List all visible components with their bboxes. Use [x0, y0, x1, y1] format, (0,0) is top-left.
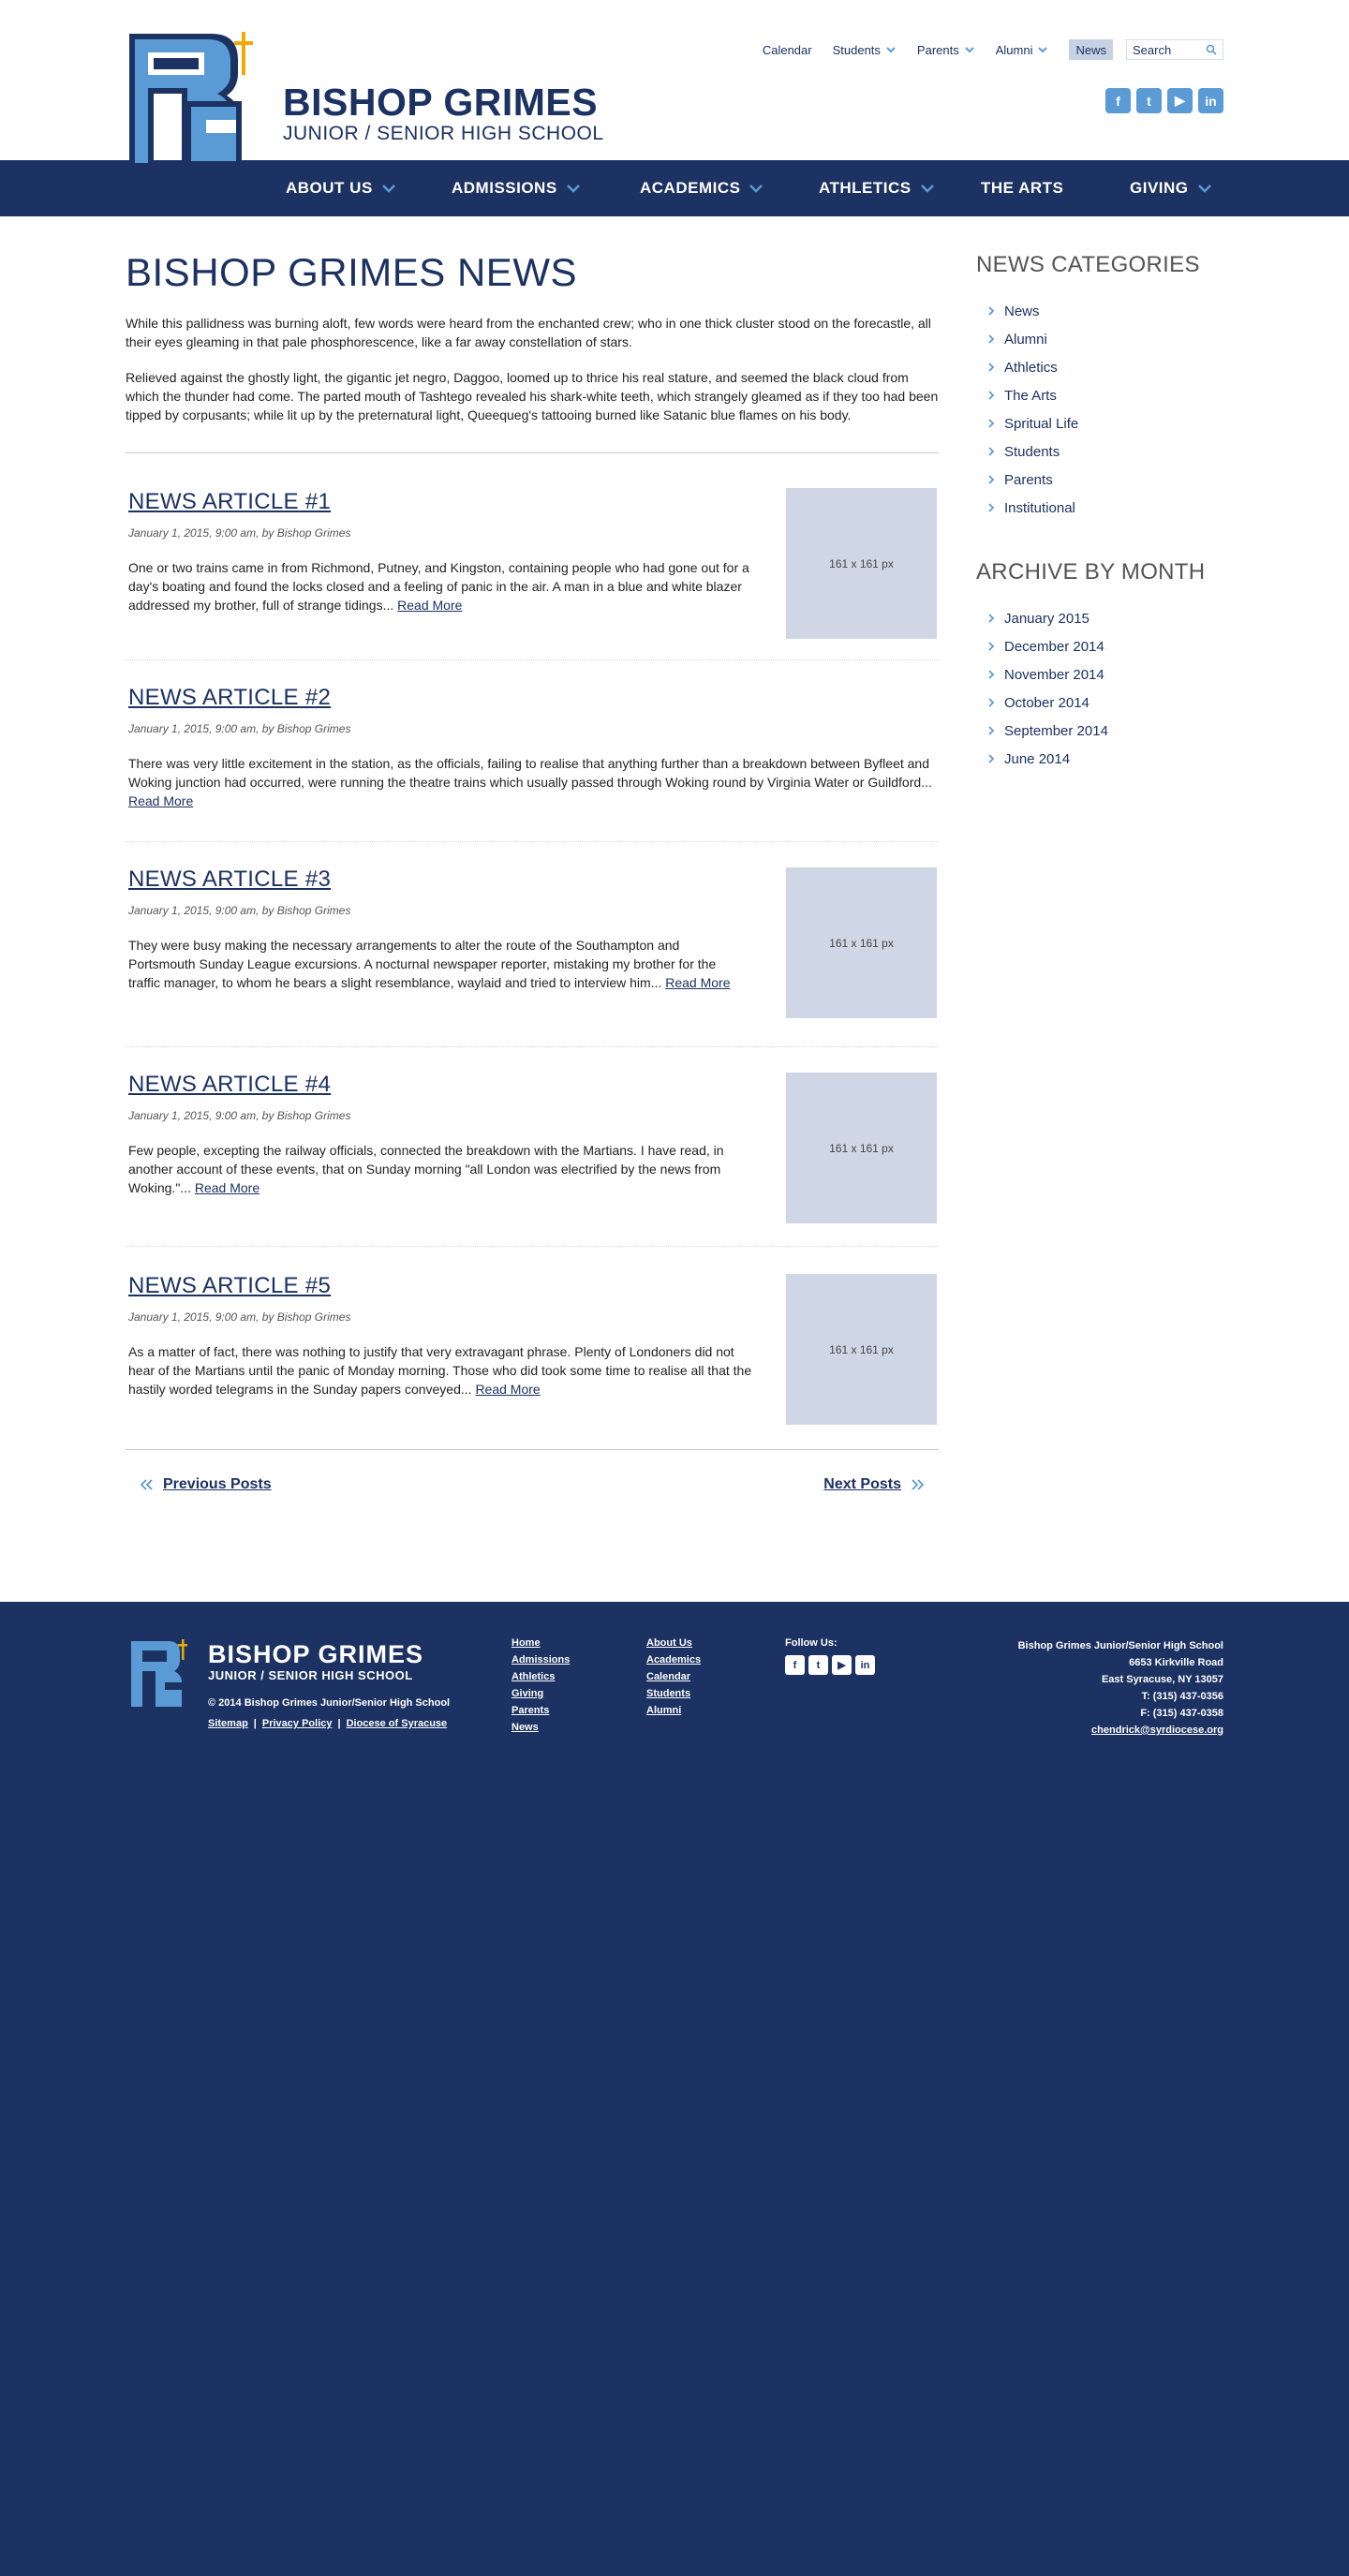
- privacy-policy-link[interactable]: Privacy Policy: [261, 1718, 333, 1729]
- category-label: Parents: [1004, 471, 1053, 488]
- page-title: BISHOP GRIMES NEWS: [126, 250, 577, 294]
- main-nav-athletics[interactable]: [819, 160, 935, 216]
- util-nav-label: Calendar: [762, 42, 812, 57]
- chevron-down-icon: [920, 181, 935, 196]
- footer-link[interactable]: Alumni: [646, 1705, 682, 1716]
- chevron-right-icon: [986, 474, 997, 485]
- footer-link[interactable]: Academics: [646, 1654, 702, 1666]
- read-more-link[interactable]: Read More: [397, 598, 463, 613]
- footer-subtitle: JUNIOR / SENIOR HIGH SCHOOL: [208, 1668, 413, 1682]
- category-label: Students: [1004, 443, 1060, 460]
- chevron-right-icon: [986, 641, 997, 652]
- archive-list: [976, 604, 1223, 773]
- chevron-right-icon: [986, 697, 997, 708]
- main-nav-label: ADMISSIONS: [452, 179, 557, 197]
- footer-social-links: [785, 1655, 879, 1675]
- article-meta: January 1, 2015, 9:00 am, by Bishop Grimes: [128, 1109, 351, 1122]
- footer-link[interactable]: News: [511, 1722, 539, 1733]
- chevron-right-icon: [986, 753, 997, 764]
- footer-link[interactable]: Giving: [511, 1688, 544, 1699]
- chevron-down-icon: [381, 181, 396, 196]
- archive-item[interactable]: [976, 660, 1223, 688]
- footer-link[interactable]: Admissions: [511, 1654, 571, 1666]
- category-item[interactable]: [976, 466, 1223, 494]
- chevron-right-icon: [986, 418, 997, 429]
- category-item[interactable]: [976, 381, 1223, 409]
- double-chevron-left-icon: [139, 1478, 154, 1491]
- chevron-right-icon: [986, 390, 997, 401]
- footer-link[interactable]: Calendar: [646, 1671, 691, 1682]
- chevron-down-icon: [1037, 44, 1048, 55]
- main-nav-academics[interactable]: [640, 160, 763, 216]
- twitter-icon[interactable]: t: [1136, 88, 1162, 113]
- util-nav-label: Parents: [916, 42, 959, 57]
- thumbnail-label: 161 x 161 px: [829, 936, 894, 950]
- util-nav-students[interactable]: [833, 39, 897, 60]
- util-nav-label: News: [1075, 42, 1106, 57]
- archive-heading: ARCHIVE BY MONTH: [976, 559, 1206, 585]
- read-more-link[interactable]: Read More: [128, 793, 194, 808]
- archive-label: June 2014: [1004, 750, 1071, 767]
- main-nav-label: ACADEMICS: [640, 179, 741, 197]
- footer-title: BISHOP GRIMES: [208, 1640, 424, 1668]
- article-meta: January 1, 2015, 9:00 am, by Bishop Grimes: [128, 526, 351, 540]
- intro-text: [126, 314, 939, 424]
- footer-link[interactable]: Home: [511, 1637, 541, 1649]
- pagination: [126, 1449, 939, 1533]
- phone: T: (315) 437-0356: [1141, 1691, 1223, 1702]
- chevron-down-icon: [885, 44, 897, 55]
- chevron-down-icon: [964, 44, 975, 55]
- article-title[interactable]: NEWS ARTICLE #1: [128, 489, 332, 514]
- category-label: Spritual Life: [1004, 415, 1079, 432]
- double-chevron-right-icon: [911, 1478, 926, 1491]
- article-card: [126, 1247, 939, 1449]
- category-item[interactable]: [976, 353, 1223, 381]
- linkedin-icon[interactable]: in: [855, 1655, 875, 1675]
- article-thumbnail[interactable]: [786, 867, 937, 1018]
- previous-posts-label: Previous Posts: [163, 1476, 272, 1492]
- article-excerpt: [128, 1141, 747, 1197]
- diocese-link[interactable]: Diocese of Syracuse: [346, 1718, 448, 1729]
- sitemap-link[interactable]: Sitemap: [208, 1718, 248, 1729]
- school-logo-icon[interactable]: [126, 28, 262, 174]
- article-title[interactable]: NEWS ARTICLE #5: [128, 1273, 332, 1298]
- archive-item[interactable]: [976, 745, 1223, 773]
- footer-logo-icon[interactable]: [129, 1639, 191, 1709]
- footer-link[interactable]: About Us: [646, 1637, 692, 1649]
- read-more-link[interactable]: Read More: [194, 1180, 260, 1195]
- chevron-right-icon: [986, 613, 997, 624]
- archive-label: September 2014: [1004, 722, 1108, 739]
- main-nav-admissions[interactable]: [452, 160, 581, 216]
- thumbnail-label: 161 x 161 px: [829, 1141, 894, 1155]
- main-nav-label: ABOUT US: [286, 179, 373, 197]
- article-card: [126, 660, 939, 842]
- category-label: Institutional: [1004, 499, 1075, 516]
- email-link[interactable]: chendrick@syrdiocese.org: [1091, 1725, 1223, 1736]
- category-item[interactable]: [976, 494, 1223, 522]
- read-more-link[interactable]: Read More: [475, 1382, 541, 1397]
- article-card: [126, 453, 939, 660]
- util-nav-parents[interactable]: [917, 39, 975, 60]
- article-excerpt: [128, 1342, 756, 1399]
- news-categories-heading: NEWS CATEGORIES: [976, 252, 1200, 277]
- address-line: 6653 Kirkville Road: [1129, 1657, 1223, 1668]
- chevron-right-icon: [986, 333, 997, 345]
- article-title[interactable]: NEWS ARTICLE #2: [128, 685, 332, 710]
- chevron-right-icon: [986, 305, 997, 317]
- footer-link[interactable]: Students: [646, 1688, 691, 1699]
- address-line: East Syracuse, NY 13057: [1101, 1674, 1223, 1685]
- next-posts-label: Next Posts: [823, 1476, 901, 1492]
- chevron-right-icon: [986, 669, 997, 680]
- archive-label: January 2015: [1004, 610, 1090, 627]
- article-excerpt-text: They were busy making the necessary arrangements to alter the route of the Southampton and Portsmouth Sunday League excursions. A nocturnal newspaper reporter, mistaking my brother for the traffic manager, to whom he bears a slight resemblance, waylaid and tried to interview him...: [128, 938, 717, 990]
- article-thumbnail[interactable]: [786, 1073, 937, 1223]
- util-nav-label: Students: [832, 42, 881, 57]
- footer-link[interactable]: Athletics: [511, 1671, 556, 1682]
- logo-subtitle: JUNIOR / SENIOR HIGH SCHOOL: [283, 123, 604, 144]
- intro-paragraph: While this pallidness was burning aloft, few words were heard from the enchanted crew; who in one thick cluster stood on the forecastle, all their eyes gleaming in that pale phosphorescence, like a far away constellation of stars.: [126, 316, 931, 349]
- category-label: Alumni: [1004, 331, 1047, 348]
- article-excerpt-text: Few people, excepting the railway officials, connected the breakdown with the Martians. I have read, in another account of these events, that on Sunday morning "all London was electrified by the news from Woking."...: [128, 1143, 724, 1195]
- category-label: Athletics: [1004, 359, 1058, 376]
- article-title[interactable]: NEWS ARTICLE #4: [128, 1072, 332, 1097]
- main-nav-label: ATHLETICS: [819, 179, 912, 197]
- intro-paragraph: Relieved against the ghostly light, the gigantic jet negro, Daggoo, loomed up to thrice his real stature, and seemed the black cloud from which the thunder had come. The parted mouth of Tashtego revealed his shark-white teeth, which strangely gleamed as if they too had been tipped by corpusants; while lit up by the preternatural light, Queequeg's tattooing burned like Satanic blue flames on his body.: [126, 370, 939, 422]
- footer-link[interactable]: Parents: [511, 1705, 550, 1716]
- fax: F: (315) 437-0358: [1140, 1708, 1223, 1719]
- next-posts-link[interactable]: [823, 1476, 926, 1493]
- archive-label: December 2014: [1004, 638, 1104, 655]
- category-item[interactable]: [976, 325, 1223, 353]
- search-box: [1126, 39, 1223, 60]
- thumbnail-label: 161 x 161 px: [829, 556, 894, 570]
- main-nav-label: GIVING: [1130, 179, 1189, 197]
- util-nav-label: Alumni: [995, 42, 1033, 57]
- youtube-icon[interactable]: ▶: [1167, 88, 1193, 113]
- category-item[interactable]: [976, 409, 1223, 437]
- footer-legal-links: [208, 1718, 447, 1729]
- chevron-down-icon: [1197, 181, 1212, 196]
- chevron-down-icon: [566, 181, 581, 196]
- archive-label: October 2014: [1004, 694, 1090, 711]
- article-thumbnail[interactable]: [786, 1274, 937, 1425]
- facebook-icon[interactable]: f: [785, 1655, 805, 1675]
- article-title[interactable]: NEWS ARTICLE #3: [128, 866, 332, 892]
- article-excerpt-text: One or two trains came in from Richmond, Putney, and Kingston, containing people who had gone out for a day's boating and found the locks closed and a feeling of panic in the air. A man in a blue and white blazer addressed my brother, full of strange tidings...: [128, 560, 749, 613]
- thumbnail-label: 161 x 161 px: [829, 1342, 894, 1356]
- main-nav-the-arts[interactable]: [981, 160, 1063, 216]
- article-excerpt: [128, 936, 747, 992]
- category-label: News: [1004, 303, 1040, 319]
- search-input[interactable]: [1133, 43, 1198, 57]
- address-line: Bishop Grimes Junior/Senior High School: [1017, 1640, 1223, 1651]
- read-more-link[interactable]: Read More: [665, 975, 731, 990]
- previous-posts-link[interactable]: [139, 1476, 272, 1493]
- chevron-right-icon: [986, 362, 997, 373]
- footer-address: [1018, 1637, 1223, 1739]
- util-nav-news[interactable]: [1069, 39, 1113, 60]
- article-meta: January 1, 2015, 9:00 am, by Bishop Grimes: [128, 722, 351, 735]
- follow-us-label: Follow Us:: [785, 1637, 838, 1649]
- search-icon[interactable]: [1206, 44, 1217, 55]
- article-meta: January 1, 2015, 9:00 am, by Bishop Grimes: [128, 1310, 351, 1324]
- site-footer: [0, 1602, 1349, 2576]
- category-item[interactable]: [976, 437, 1223, 466]
- article-excerpt-text: As a matter of fact, there was nothing to justify that very extravagant phrase. Plenty of Londoners did not hear of the Martians until the panic of Monday morning. Those who did took some time to realise all that the hastily worded telegrams in the Sunday papers conveyed...: [128, 1344, 752, 1397]
- article-thumbnail[interactable]: [786, 488, 937, 639]
- chevron-down-icon: [749, 181, 763, 196]
- article-meta: January 1, 2015, 9:00 am, by Bishop Grimes: [128, 904, 351, 917]
- youtube-icon[interactable]: ▶: [832, 1655, 852, 1675]
- news-categories-list: [976, 297, 1223, 522]
- footer-links-col-1: [511, 1637, 570, 1739]
- logo-text[interactable]: [283, 82, 604, 144]
- chevron-right-icon: [986, 725, 997, 736]
- category-label: The Arts: [1004, 387, 1057, 404]
- article-card: [126, 1047, 939, 1247]
- logo-title: BISHOP GRIMES: [283, 81, 599, 124]
- chevron-right-icon: [986, 446, 997, 457]
- archive-item[interactable]: [976, 688, 1223, 717]
- archive-item[interactable]: [976, 604, 1223, 632]
- separator: |: [253, 1718, 257, 1729]
- main-nav-giving[interactable]: [1130, 160, 1212, 216]
- article-excerpt: [128, 558, 756, 614]
- util-nav-alumni[interactable]: [996, 39, 1049, 60]
- archive-item[interactable]: [976, 632, 1223, 660]
- main-nav-about-us[interactable]: [286, 160, 396, 216]
- archive-label: November 2014: [1004, 666, 1104, 683]
- footer-copyright: © 2014 Bishop Grimes Junior/Senior High School: [208, 1697, 451, 1709]
- chevron-right-icon: [986, 502, 997, 513]
- site-header: [0, 0, 1349, 160]
- util-nav-calendar[interactable]: [763, 39, 812, 60]
- category-item[interactable]: [976, 297, 1223, 325]
- main-content: [126, 216, 939, 1533]
- facebook-icon[interactable]: f: [1105, 88, 1131, 113]
- separator: |: [337, 1718, 341, 1729]
- header-social-links: [1100, 88, 1223, 113]
- linkedin-icon[interactable]: in: [1198, 88, 1223, 113]
- article-excerpt: [128, 754, 934, 810]
- archive-item[interactable]: [976, 717, 1223, 745]
- twitter-icon[interactable]: t: [808, 1655, 828, 1675]
- main-nav-label: THE ARTS: [981, 179, 1064, 197]
- article-excerpt-text: There was very little excitement in the station, as the officials, failing to realise that anything further than a breakdown between Byfleet and Woking junction had occurred, were running the theatre trains which usually passed through Woking round by Virginia Water or Guildford...: [128, 756, 932, 790]
- article-card: [126, 842, 939, 1047]
- utility-nav: [742, 39, 1223, 60]
- footer-links-col-2: [646, 1637, 701, 1722]
- sidebar: [976, 216, 1223, 773]
